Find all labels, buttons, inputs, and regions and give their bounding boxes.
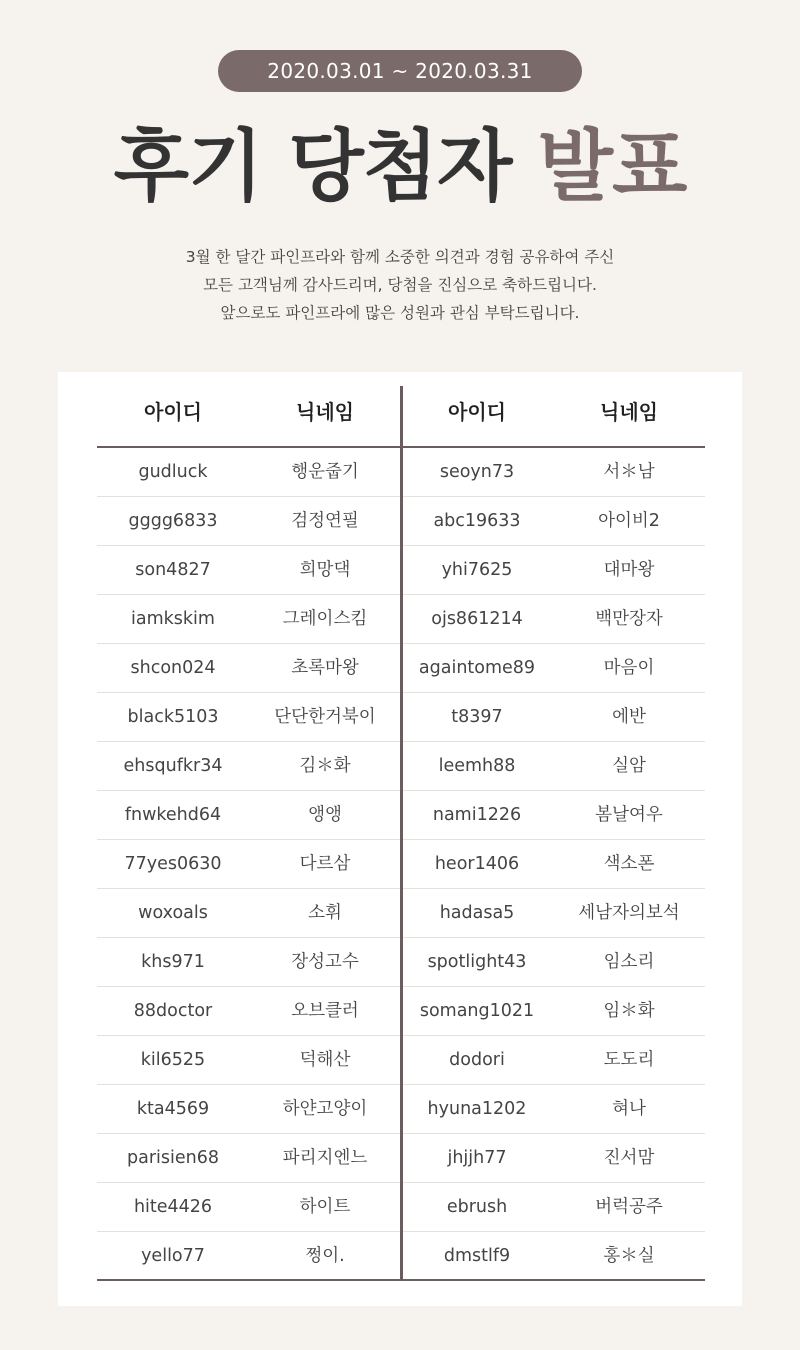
header-nickname-right: 닉네임 (600, 400, 658, 424)
cell-id-right: somang1021 (419, 1001, 535, 1021)
cell-id-right: jhjjh77 (447, 1148, 507, 1168)
cell-id-left: black5103 (127, 707, 219, 727)
cell-id-left: ehsqufkr34 (123, 756, 223, 776)
cell-id-left: gggg6833 (128, 511, 218, 531)
cell-nickname-right: 혀나 (612, 1099, 646, 1119)
cell-id-left: kta4569 (136, 1099, 210, 1119)
title-main: 후기 당첨자 (113, 122, 512, 212)
cell-id-right: seoyn73 (439, 462, 515, 482)
cell-nickname-left: 단단한거북이 (274, 707, 376, 727)
cell-id-left: kil6525 (140, 1050, 206, 1070)
winners-card (58, 372, 742, 1306)
cell-nickname-right: 색소폰 (603, 854, 655, 874)
cell-nickname-right: 홍＊실 (603, 1246, 655, 1266)
header-nickname-left: 닉네임 (296, 400, 354, 424)
cell-id-right: ebrush (446, 1197, 508, 1217)
winners-table (97, 386, 705, 1281)
column-divider (400, 386, 403, 1280)
page-title (0, 112, 800, 222)
cell-id-right: dodori (449, 1050, 505, 1070)
cell-nickname-left: 파리지엔느 (282, 1148, 368, 1168)
cell-nickname-left: 쩡이. (305, 1246, 345, 1266)
cell-nickname-left: 그레이스킴 (282, 609, 368, 629)
cell-id-left: 88doctor (133, 1001, 213, 1021)
cell-nickname-left: 검정연필 (291, 511, 359, 531)
cell-id-left: woxoals (138, 903, 208, 923)
cell-id-left: shcon024 (130, 658, 216, 678)
cell-nickname-right: 대마왕 (603, 560, 655, 580)
cell-id-right: againtome89 (418, 658, 536, 678)
cell-id-left: 77yes0630 (124, 854, 222, 874)
cell-id-left: fnwkehd64 (124, 805, 222, 825)
cell-id-right: dmstlf9 (443, 1246, 511, 1266)
cell-id-left: son4827 (135, 560, 211, 580)
cell-id-right: abc19633 (433, 511, 521, 531)
title-accent: 발표 (537, 122, 687, 212)
cell-id-left: khs971 (141, 952, 205, 972)
cell-nickname-right: 서＊남 (603, 462, 655, 482)
cell-nickname-left: 하이트 (299, 1197, 351, 1217)
cell-nickname-right: 백만장자 (595, 609, 663, 629)
cell-nickname-left: 초록마왕 (291, 658, 359, 678)
cell-nickname-left: 김＊화 (299, 756, 351, 776)
date-range-badge: 2020.03.01 ~ 2020.03.31 (218, 50, 582, 92)
cell-id-right: t8397 (451, 707, 503, 727)
cell-nickname-right: 도도리 (603, 1050, 655, 1070)
cell-nickname-right: 세남자의보석 (578, 903, 680, 923)
cell-id-right: spotlight43 (427, 952, 527, 972)
cell-id-right: ojs861214 (431, 609, 523, 629)
cell-nickname-left: 오브클러 (291, 1001, 359, 1021)
cell-nickname-left: 앵앵 (308, 805, 342, 825)
cell-nickname-right: 임소리 (603, 952, 655, 972)
intro-text (0, 243, 800, 327)
intro-line: 모든 고객님께 감사드리며, 당첨을 진심으로 축하드립니다. (203, 276, 597, 294)
cell-nickname-left: 다르삼 (299, 854, 351, 874)
cell-id-left: gudluck (138, 462, 208, 482)
cell-id-left: yello77 (141, 1246, 205, 1266)
header-id-left: 아이디 (144, 400, 202, 424)
cell-id-left: parisien68 (127, 1148, 219, 1168)
header-id-right: 아이디 (448, 400, 506, 424)
cell-nickname-right: 에반 (612, 707, 646, 727)
cell-id-right: heor1406 (434, 854, 520, 874)
cell-id-right: hadasa5 (439, 903, 515, 923)
cell-nickname-right: 버럭공주 (595, 1197, 663, 1217)
cell-nickname-left: 행운줍기 (291, 462, 359, 482)
cell-nickname-left: 희망댁 (299, 560, 351, 580)
cell-nickname-right: 실암 (612, 756, 646, 776)
cell-nickname-left: 덕해산 (299, 1050, 351, 1070)
cell-id-right: hyuna1202 (427, 1099, 527, 1119)
cell-nickname-left: 소휘 (308, 903, 342, 923)
cell-nickname-right: 마음이 (603, 658, 655, 678)
cell-nickname-left: 장성고수 (291, 952, 359, 972)
cell-nickname-right: 임＊화 (603, 1001, 655, 1021)
intro-line: 앞으로도 파인프라에 많은 성원과 관심 부탁드립니다. (220, 304, 580, 322)
cell-id-right: nami1226 (432, 805, 522, 825)
intro-line: 3월 한 달간 파인프라와 함께 소중한 의견과 경험 공유하여 주신 (185, 248, 615, 266)
cell-nickname-left: 하얀고양이 (282, 1099, 368, 1119)
cell-id-left: iamkskim (131, 609, 215, 629)
cell-id-left: hite4426 (133, 1197, 213, 1217)
cell-id-right: yhi7625 (441, 560, 513, 580)
cell-nickname-right: 봄날여우 (595, 805, 663, 825)
cell-nickname-right: 진서맘 (603, 1148, 655, 1168)
cell-nickname-right: 아이비2 (598, 511, 660, 531)
cell-id-right: leemh88 (438, 756, 516, 776)
